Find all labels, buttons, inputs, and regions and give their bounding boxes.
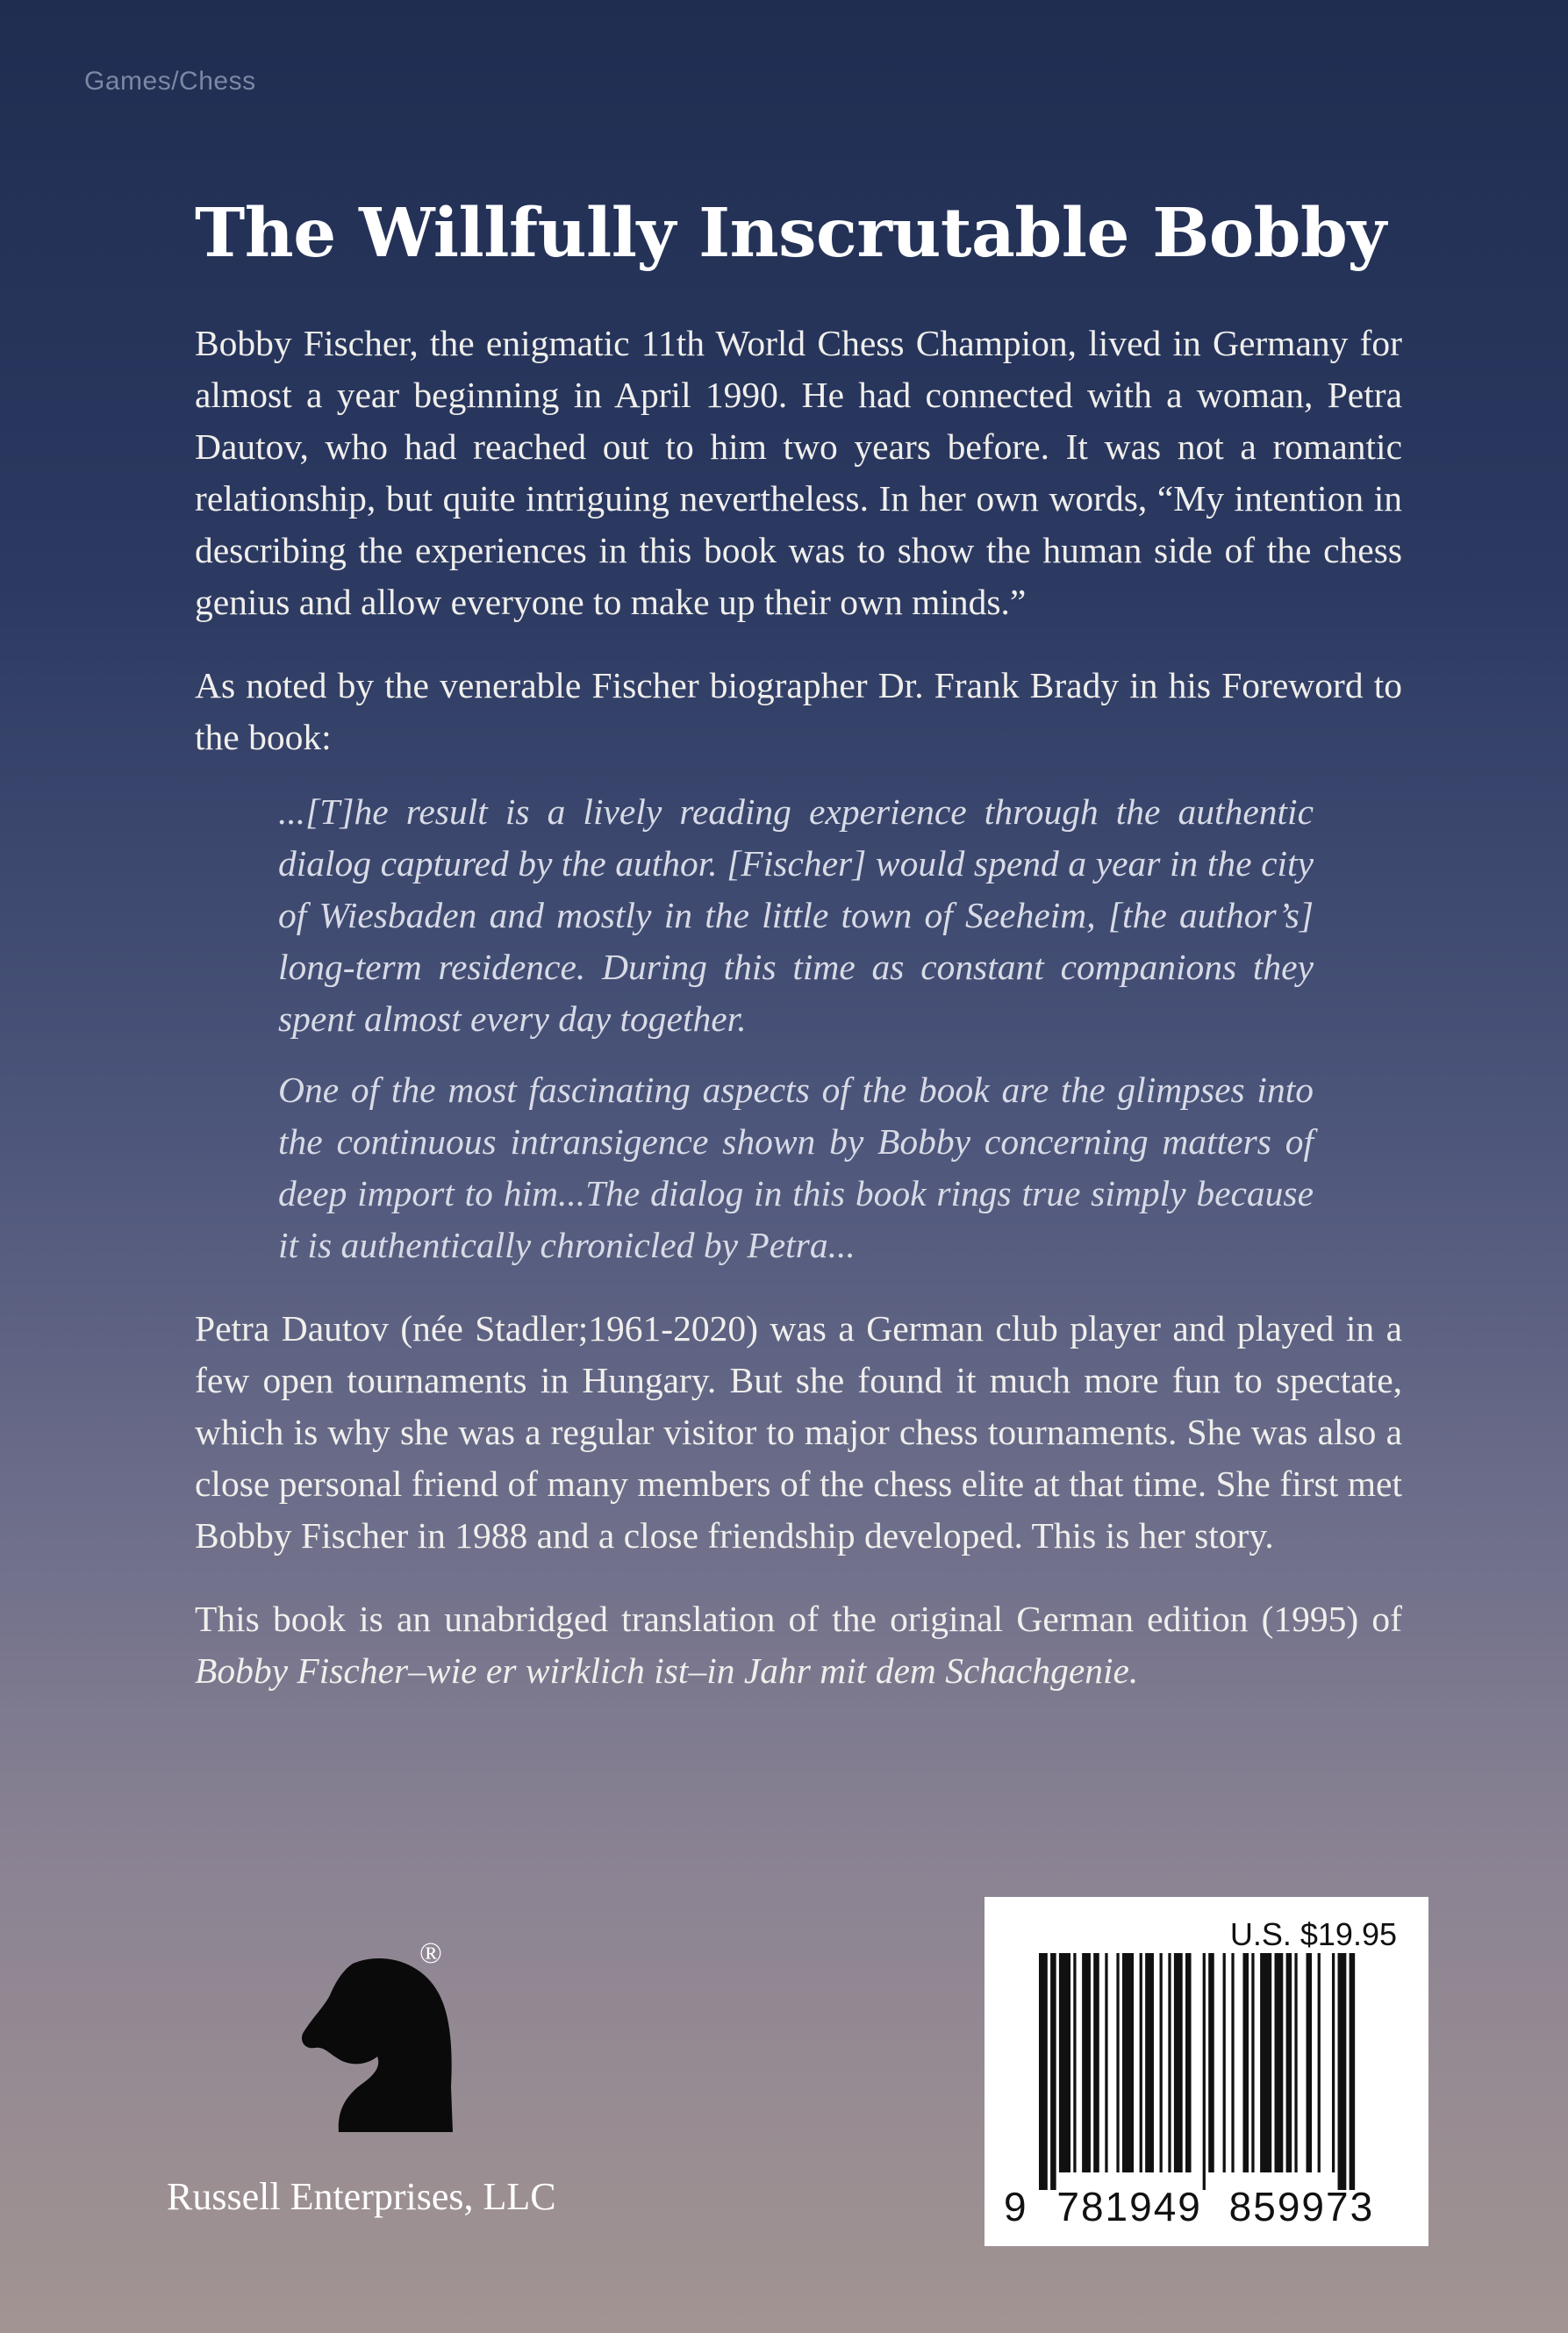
barcode-bar [1073, 1953, 1076, 2172]
category-label: Games/Chess [84, 67, 256, 96]
barcode-bar [1140, 1953, 1142, 2172]
book-title: The Willfully Inscrutable Bobby [195, 194, 1386, 273]
barcode-bar [1294, 1953, 1297, 2172]
barcode-bar [1116, 1953, 1119, 2172]
barcode-bar [1260, 1953, 1271, 2172]
barcode-bar [1145, 1953, 1154, 2172]
registered-mark: ® [419, 1937, 442, 1970]
translation-note-paragraph [195, 1593, 1402, 1697]
barcode-bar [1307, 1953, 1313, 2172]
intro-paragraph: Bobby Fischer, the enigmatic 11th World Chess Champion, lived in Germany for almost a year beginning in April 1990. He had connected with a woman, Petra Dautov, who had reached out to him two years before. It was not a romantic relationship, but quite intriguing nevertheless. In her own words, “My intention in describing the experiences in this book was to show the human side of the chess genius and allow everyone to make up their own minds.” [195, 323, 1402, 622]
barcode-bar [1105, 1953, 1107, 2172]
barcode-bar [1050, 1953, 1056, 2190]
isbn-group-1: 781949 [1056, 2184, 1202, 2229]
barcode-bar [1059, 1953, 1070, 2172]
isbn-number [1004, 2183, 1374, 2230]
barcode-bar [1251, 1953, 1254, 2172]
barcode-bar [1231, 1953, 1234, 2172]
isbn-group-2: 859973 [1228, 2184, 1375, 2229]
barcode-bar [1093, 1953, 1099, 2172]
author-bio-paragraph: Petra Dautov (née Stadler;1961-2020) was a German club player and played in a few open tournaments in Hungary. But she found it much more fun to spectate, which is why she was a regular visitor to major chess tournaments. She was also a close personal friend of many members of the chess elite at that time. She first met Bobby Fischer in 1988 and a close friendship developed. This is her story. [195, 1308, 1402, 1556]
translation-note-lead: This book is an unabridged translation of the original German edition (1995) of [195, 1599, 1402, 1639]
foreword-quote-1: ...[T]he result is a lively reading experience through the authentic dialog captured by the author. [Fischer] would spend a year in the city of Wiesbaden and mostly in the little town of Seeheim, [the author’s] long-term residence. During this time as constant companions they spent almost every day together. [278, 791, 1314, 1039]
barcode-bar [1174, 1953, 1183, 2172]
barcode-bar [1223, 1953, 1226, 2172]
barcode-bar [1039, 1953, 1048, 2190]
barcode-bars [1039, 1953, 1364, 2190]
barcode-bar [1242, 1953, 1249, 2172]
foreword-lead-paragraph: As noted by the venerable Fischer biographer Dr. Frank Brady in his Foreword to the book: [195, 665, 1402, 757]
barcode-bar [1286, 1953, 1292, 2172]
barcode-bar [1350, 1953, 1356, 2190]
barcode-bar [1185, 1953, 1192, 2172]
barcode-bar [1122, 1953, 1134, 2172]
barcode-bar [1208, 1953, 1214, 2172]
isbn-prefix: 9 [1004, 2184, 1028, 2229]
barcode-bar [1082, 1953, 1091, 2172]
barcode-label [984, 1897, 1428, 2246]
barcode-bar [1332, 1953, 1335, 2172]
price-label: U.S. $19.95 [1229, 1916, 1397, 1952]
barcode-bar [1160, 1953, 1163, 2172]
foreword-quote-2: One of the most fascinating aspects of the book are the glimpses into the continuous intransigence shown by Bobby concerning matters of deep import to him...The dialog in this book rings true simply because it is authentically chronicled by Petra... [278, 1070, 1314, 1265]
barcode-bar [1318, 1953, 1321, 2172]
publisher-name: Russell Enterprises, LLC [167, 2175, 556, 2218]
barcode-bar [1168, 1953, 1171, 2172]
barcode-bar [1338, 1953, 1347, 2190]
blurb-text [195, 318, 1402, 1697]
barcode-bar [1203, 1953, 1206, 2190]
original-book-title: Bobby Fischer–wie er wirklich ist–in Jahr mit dem Schachgenie. [195, 1650, 1139, 1691]
barcode-bar [1275, 1953, 1284, 2172]
chess-knight-icon [290, 1948, 465, 2141]
